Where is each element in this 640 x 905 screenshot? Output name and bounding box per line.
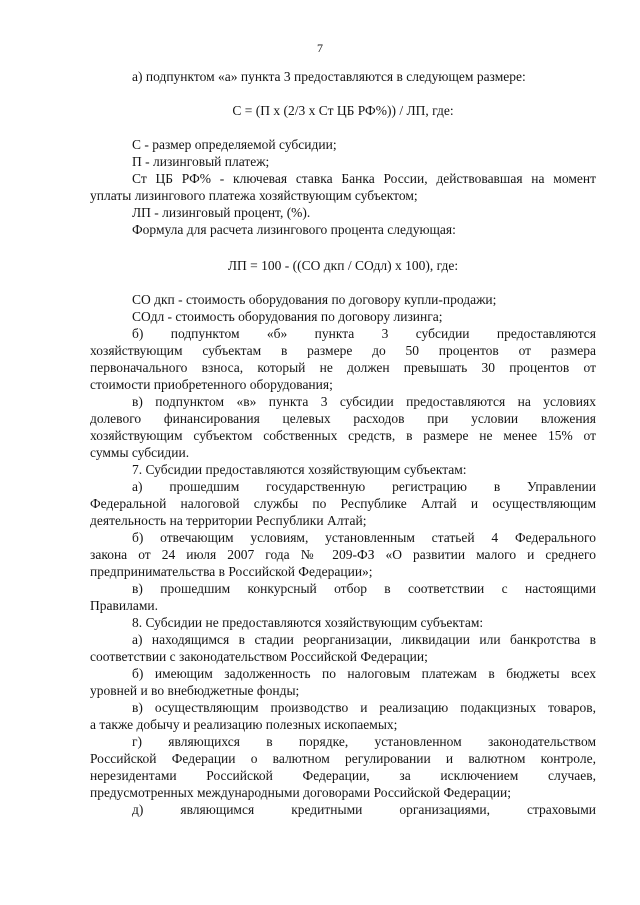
text-line: ЛП - лизинговый процент, (%). <box>132 205 311 220</box>
text-line: б) имеющим задолженность по налоговым платежам в бюджеты всех <box>132 666 596 681</box>
text-line: Федеральной налоговой службы по Республике Алтай и осуществляющим <box>90 496 596 511</box>
text-line: уплаты лизингового платежа хозяйствующим субъектом; <box>90 188 418 203</box>
text-line: С = (П х (2/3 х Ст ЦБ РФ%)) / ЛП, где: <box>232 103 454 118</box>
text-line: предпринимательства в Российской Федерации»; <box>90 564 373 579</box>
text-line: первоначального взноса, который не должен превышать 30 процентов от <box>90 360 596 375</box>
text-line: нерезидентами Российской Федерации, за исключением случаев, <box>90 768 596 783</box>
text-line: П - лизинговый платеж; <box>132 154 270 169</box>
text-line: Формула для расчета лизингового процента следующая: <box>132 222 456 237</box>
text-line: Российской Федерации о валютном регулировании и валютном контроле, <box>90 751 596 766</box>
text-line: в) подпунктом «в» пункта 3 субсидии предоставляются на условиях <box>132 394 596 409</box>
text-line: соответствии с законодательством Российской Федерации; <box>90 649 428 664</box>
text-line: СОдл - стоимость оборудования по договору лизинга; <box>132 309 443 324</box>
text-line: д) являющимся кредитными организациями, страховыми <box>132 802 596 817</box>
text-line: в) осуществляющим производство и реализацию подакцизных товаров, <box>132 700 596 715</box>
text-line: стоимости приобретенного оборудования; <box>90 377 333 392</box>
text-line: а) подпунктом «а» пункта 3 предоставляются в следующем размере: <box>132 69 526 84</box>
text-line: 7. Субсидии предоставляются хозяйствующим субъектам: <box>132 462 467 477</box>
text-line: в) прошедшим конкурсный отбор в соответствии с настоящими <box>132 581 596 596</box>
text-line: ЛП = 100 - ((СО дкп / СОдл) х 100), где: <box>227 258 459 273</box>
text-line: СО дкп - стоимость оборудования по договору купли-продажи; <box>132 292 497 307</box>
text-line: закона от 24 июля 2007 года № 209-ФЗ «О развитии малого и среднего <box>90 547 596 562</box>
text-line: предусмотренных международными договорами Российской Федерации; <box>90 785 511 800</box>
text-line: Правилами. <box>90 598 158 613</box>
text-line: 8. Субсидии не предоставляются хозяйствующим субъектам: <box>132 615 484 630</box>
text-line: деятельность на территории Республики Алтай; <box>90 513 367 528</box>
text-line: а) прошедшим государственную регистрацию в Управлении <box>132 479 596 494</box>
text-line: а) находящимся в стадии реорганизации, ликвидации или банкротства в <box>132 632 596 647</box>
text-line: уровней и во внебюджетные фонды; <box>90 683 300 698</box>
text-line: Ст ЦБ РФ% - ключевая ставка Банка России, действовавшая на момент <box>132 171 596 186</box>
text-line: С - размер определяемой субсидии; <box>132 137 337 152</box>
text-line: долевого финансирования целевых расходов при условии вложения <box>90 411 596 426</box>
text-line: г) являющихся в порядке, установленном законодательством <box>132 734 596 749</box>
text-line: хозяйствующим субъектам в размере до 50 процентов от размера <box>90 343 596 358</box>
text-line: б) отвечающим условиям, установленным статьей 4 Федерального <box>132 530 596 545</box>
text-line: а также добычу и реализацию полезных ископаемых; <box>90 717 398 732</box>
text-line: б) подпунктом «б» пункта 3 субсидии предоставляются <box>132 326 596 341</box>
text-line: хозяйствующим субъектом собственных средств, в размере не менее 15% от <box>90 428 596 443</box>
text-line: суммы субсидии. <box>90 445 190 460</box>
page-number: 7 <box>317 41 323 55</box>
